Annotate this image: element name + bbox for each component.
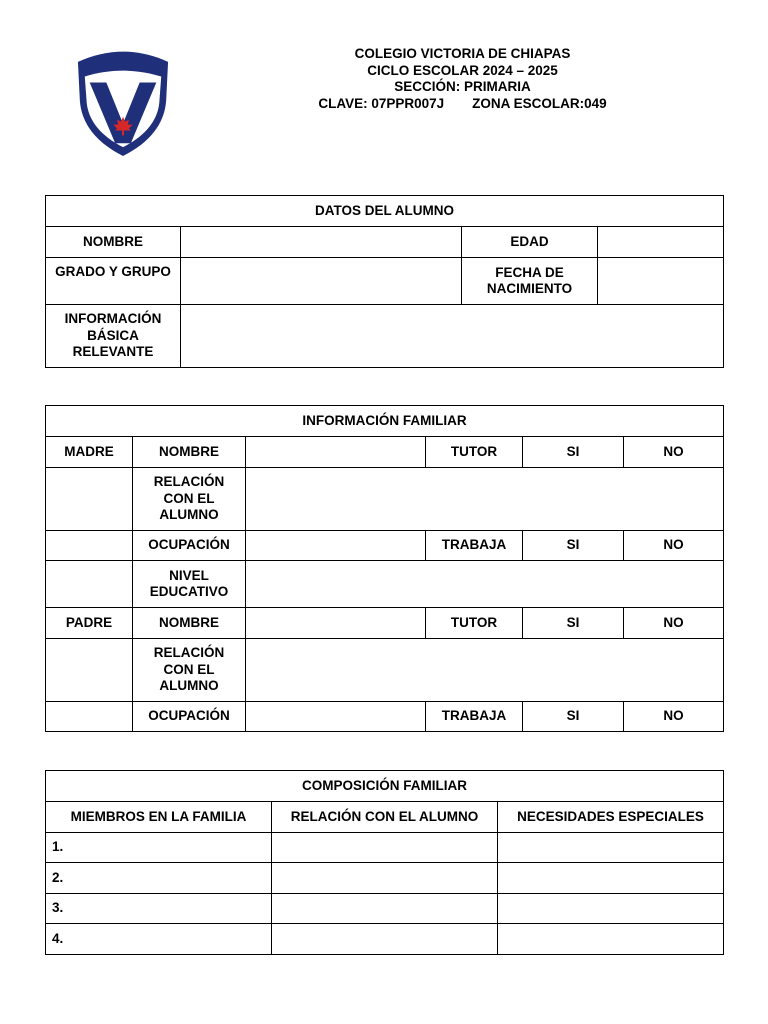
father-blank-cell (46, 639, 133, 702)
member-number: 4. (46, 924, 272, 955)
father-tutor-yes[interactable]: SI (523, 608, 624, 639)
mother-education-field[interactable] (246, 561, 724, 608)
mother-blank-cell (46, 531, 133, 561)
member-needs-field[interactable] (498, 924, 724, 955)
father-works-label: TRABAJA (426, 702, 523, 732)
mother-tutor-no[interactable]: NO (624, 437, 724, 468)
father-relation-field[interactable] (246, 639, 724, 702)
birth-date-field[interactable] (598, 258, 724, 305)
table-row (46, 863, 724, 894)
birth-date-label: FECHA DE NACIMIENTO (462, 258, 598, 305)
logo-text: COLEGIO VICTORIA (74, 43, 150, 53)
name-label: NOMBRE (46, 227, 181, 258)
mother-blank-cell (46, 468, 133, 531)
grade-group-field[interactable] (181, 258, 462, 305)
name-field[interactable] (181, 227, 462, 258)
special-needs-header: NECESIDADES ESPECIALES (498, 802, 724, 833)
member-needs-field[interactable] (498, 894, 724, 924)
family-info-table (45, 405, 724, 732)
basic-info-field[interactable] (181, 305, 724, 368)
father-name-label: NOMBRE (133, 608, 246, 639)
student-data-table (45, 195, 724, 368)
table-row (46, 833, 724, 863)
family-info-title: INFORMACIÓN FAMILIAR (46, 406, 724, 437)
members-header: MIEMBROS EN LA FAMILIA (46, 802, 272, 833)
member-number: 3. (46, 894, 272, 924)
father-label: PADRE (46, 608, 133, 639)
school-section: SECCIÓN: PRIMARIA (394, 79, 531, 94)
father-name-field[interactable] (246, 608, 426, 639)
father-works-no[interactable]: NO (624, 702, 724, 732)
member-relation-field[interactable] (272, 894, 498, 924)
father-occupation-label: OCUPACIÓN (133, 702, 246, 732)
member-needs-field[interactable] (498, 863, 724, 894)
school-code: CLAVE: 07PPR007J (318, 95, 445, 111)
school-logo (74, 43, 172, 158)
mother-label: MADRE (46, 437, 133, 468)
member-number: 2. (46, 863, 272, 894)
father-occupation-field[interactable] (246, 702, 426, 732)
mother-name-field[interactable] (246, 437, 426, 468)
school-name: COLEGIO VICTORIA DE CHIAPAS (354, 46, 571, 61)
mother-blank-cell (46, 561, 133, 608)
basic-info-label: INFORMACIÓN BÁSICA RELEVANTE (46, 305, 181, 368)
mother-tutor-label: TUTOR (426, 437, 523, 468)
relation-header: RELACIÓN CON EL ALUMNO (272, 802, 498, 833)
mother-occupation-label: OCUPACIÓN (133, 531, 246, 561)
member-relation-field[interactable] (272, 863, 498, 894)
student-data-title: DATOS DEL ALUMNO (46, 196, 724, 227)
mother-works-label: TRABAJA (426, 531, 523, 561)
family-composition-table (45, 770, 724, 955)
mother-works-yes[interactable]: SI (523, 531, 624, 561)
member-relation-field[interactable] (272, 833, 498, 863)
age-label: EDAD (462, 227, 598, 258)
father-tutor-label: TUTOR (426, 608, 523, 639)
member-number: 1. (46, 833, 272, 863)
father-tutor-no[interactable]: NO (624, 608, 724, 639)
grade-group-label: GRADO Y GRUPO (46, 258, 181, 305)
mother-tutor-yes[interactable]: SI (523, 437, 624, 468)
father-blank-cell (46, 702, 133, 732)
mother-name-label: NOMBRE (133, 437, 246, 468)
school-zone: ZONA ESCOLAR:049 (472, 95, 607, 111)
father-works-yes[interactable]: SI (523, 702, 624, 732)
table-row (46, 894, 724, 924)
member-needs-field[interactable] (498, 833, 724, 863)
mother-works-no[interactable]: NO (624, 531, 724, 561)
mother-relation-field[interactable] (246, 468, 724, 531)
member-relation-field[interactable] (272, 924, 498, 955)
age-field[interactable] (598, 227, 724, 258)
mother-education-label: NIVEL EDUCATIVO (133, 561, 246, 608)
table-row (46, 924, 724, 955)
school-code-line (300, 96, 625, 113)
father-relation-label: RELACIÓN CON EL ALUMNO (133, 639, 246, 702)
mother-occupation-field[interactable] (246, 531, 426, 561)
family-composition-title: COMPOSICIÓN FAMILIAR (46, 771, 724, 802)
school-year: CICLO ESCOLAR 2024 – 2025 (367, 62, 558, 78)
school-header (300, 46, 625, 112)
mother-relation-label: RELACIÓN CON EL ALUMNO (133, 468, 246, 531)
